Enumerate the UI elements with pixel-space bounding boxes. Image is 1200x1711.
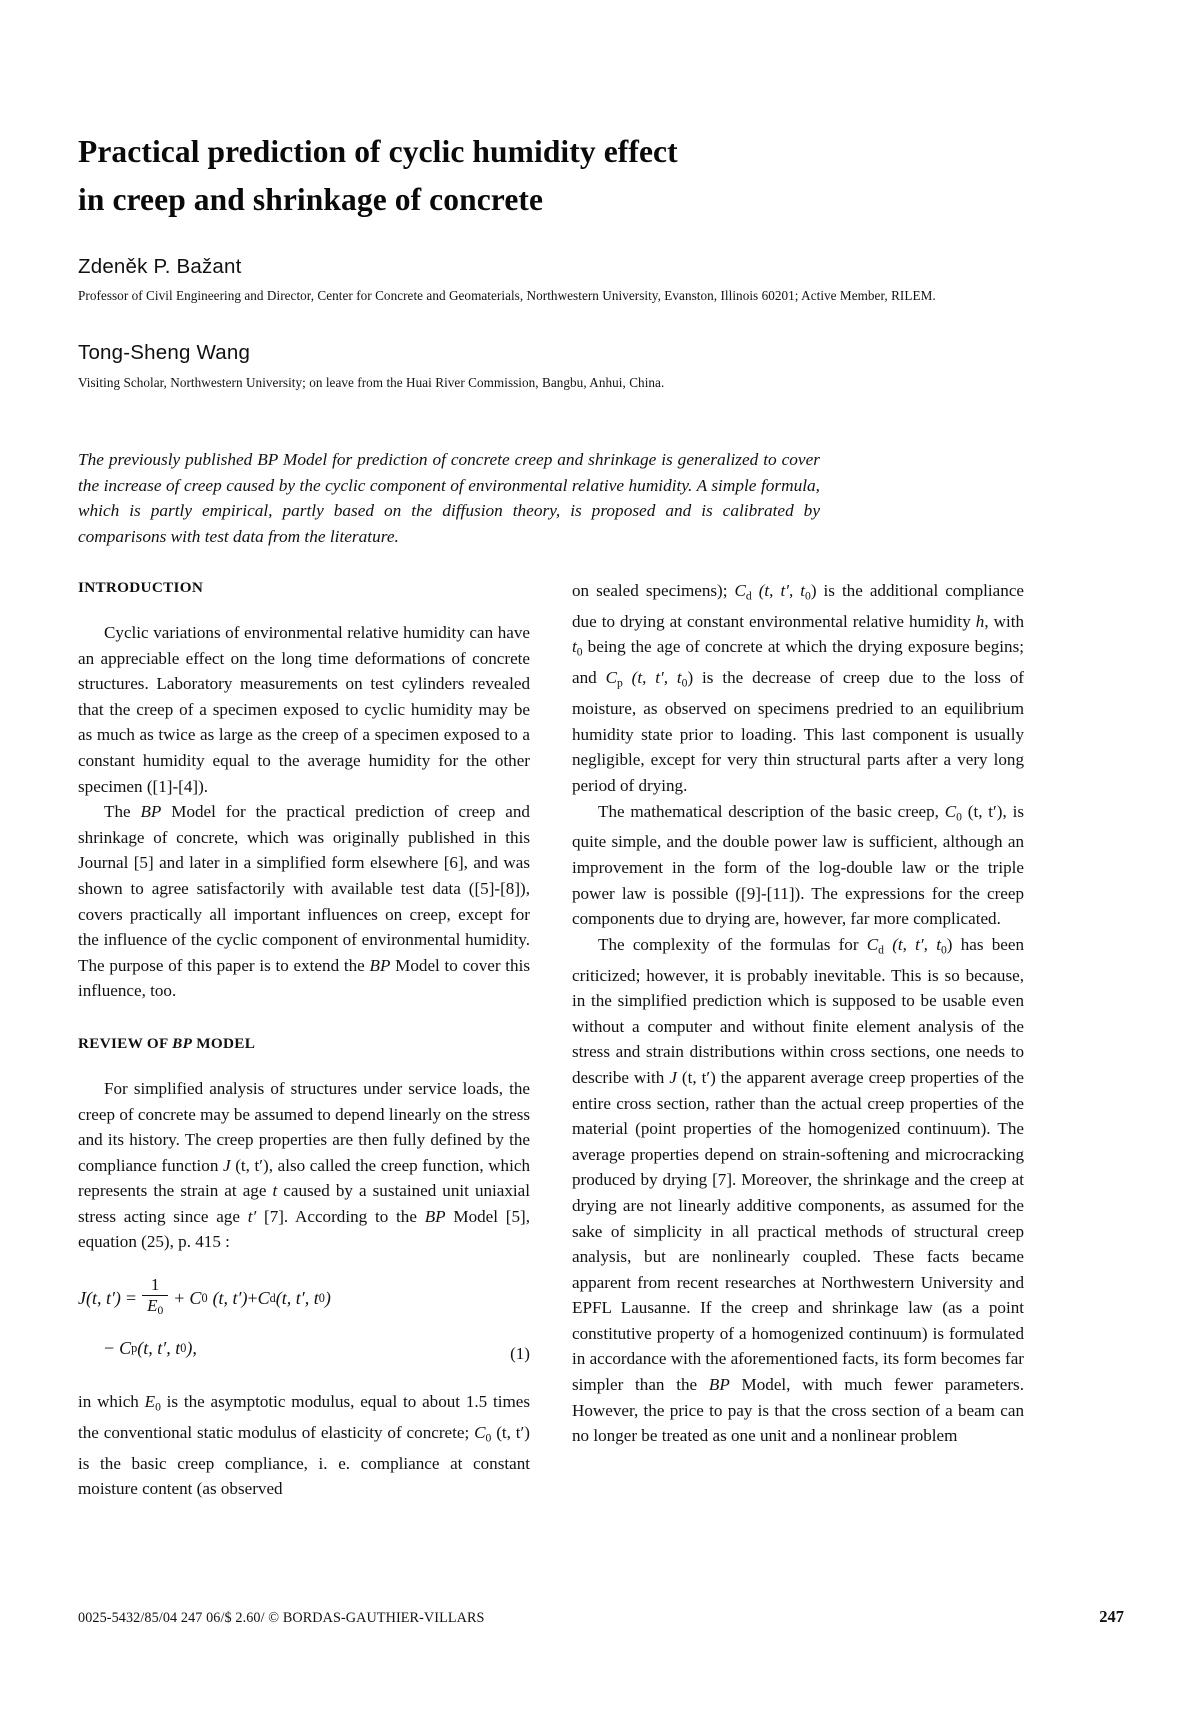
bp-italic: BP	[708, 1375, 730, 1395]
equation-1	[78, 1277, 530, 1369]
text-frag: being the age of concrete at which the drying exposure begins; and	[572, 637, 1024, 688]
eq-frac-denominator	[142, 1295, 168, 1317]
text-frag: caused by a sustained unit uniaxial stress acting since age	[78, 1181, 531, 1226]
math-var-t: t	[572, 637, 577, 657]
paragraph-intro-1: Cyclic variations of environmental relative humidity can have an appreciable effect on the long time deformations of concrete structures. Laboratory measurements on test cylinders revealed that the creep of a specimen exposed to cyclic humidity may be as much as twice as large as the creep of a specimen exposed to a constant humidity equal to the average humidity for the other specimen ([1]-[4]).	[78, 623, 530, 796]
math-sub-0: 0	[681, 676, 688, 690]
eq-C0-sub: 0	[201, 1290, 208, 1305]
math-args: (t, t′, t	[622, 668, 682, 688]
eq-C0-args: (t, t′)	[212, 1287, 248, 1308]
eq-Cd-close: )	[324, 1287, 331, 1308]
math-args: (t, t′, t	[751, 581, 805, 600]
paragraph-right-1	[572, 578, 1024, 799]
text-frag: REVIEW OF	[78, 1034, 173, 1052]
bp-italic: BP	[424, 1206, 446, 1226]
heading-introduction: INTRODUCTION	[78, 579, 204, 596]
eq-lhs-J: J	[78, 1287, 86, 1308]
text-frag: (t, t′) is the basic creep compliance, i. e. compliance at constant moisture content (as observed	[78, 1422, 530, 1499]
author-affiliation-1: Professor of Civil Engineering and Director, Center for Concrete and Geomaterials, Northwestern University, Evanston, Illinois 60201; Active Member, RILEM.	[78, 288, 936, 303]
text-frag: in which	[78, 1392, 145, 1412]
eq-Cd-args: (t, t′, t	[275, 1287, 319, 1308]
math-sub-0: 0	[956, 809, 962, 823]
paragraph-review-1	[78, 1076, 530, 1255]
math-sub-0: 0	[485, 1431, 492, 1445]
text-frag: (t, t′) the apparent average creep properties of the entire cross section, rather than the actual creep properties of the material (point properties of the homogenized continuum). The average properties depend on strain-softening and microcracking produced by drying [7]. Moreover, the shrinkage and the creep at drying are not linearly additive components, as assumed for the sake of simplicity in all practical methods of structural creep analysis, but are nonlinearly coupled. These facts became apparent from recent researches at Northwestern University and EPFL Lausanne. If the creep and shrinkage law (as a point constitutive property of a homogenized continuum) is formulated in accordance with the aforementioned facts, its form becomes far simpler than the	[572, 1067, 1024, 1395]
equation-line-1	[78, 1277, 530, 1318]
text-frag: The	[104, 802, 141, 822]
text-frag: Model for the practical prediction of creep and shrinkage of concrete, which was originally published in this Journal [5] and later in a simplified form elsewhere [6], and was shown to agree satisfactorily with available test data ([5]-[8]), covers practically all important influences on creep, except for the influence of the cyclic component of environmental humidity. The purpose of this paper is to extend the	[78, 802, 530, 975]
text-frag: ) has been criticized; however, it is probably inevitable. This is so because, in the simplified prediction which is supposed to be usable even without a computer and without finite element analysis of the stress and strain distributions within cross sections, one needs to describe with	[572, 934, 1024, 1087]
math-var-Cp: C	[605, 668, 617, 688]
math-sub-0: 0	[155, 1400, 161, 1414]
eq-Cp-sub: p	[131, 1341, 138, 1356]
eq-Cd-sub: d	[269, 1290, 276, 1305]
title-line-2: in creep and shrinkage of concrete	[78, 182, 544, 217]
text-frag: The complexity of the formulas for	[598, 934, 867, 954]
eq-Cp-close: ),	[186, 1338, 197, 1359]
math-sub-0: 0	[805, 589, 811, 603]
math-sub-d: d	[878, 942, 884, 956]
text-frag: is the asymptotic modulus, equal to about 1.5 times the conventional static modulus of elasticity of concrete;	[78, 1392, 530, 1442]
text-frag: The mathematical description of the basic creep,	[598, 801, 945, 821]
text-frag: Model, with much fewer parameters. However, the price to pay is that the cross section of a beam can no longer be treated as one unit and a nonlinear problem	[572, 1375, 1024, 1446]
bp-italic: BP	[172, 1034, 193, 1052]
eq-Cd-base: C	[257, 1287, 270, 1308]
text-frag: , with	[984, 611, 1024, 631]
math-args: (t, t′, t	[883, 934, 941, 954]
eq-Cp-base: C	[119, 1338, 132, 1359]
eq-plus-1: +	[174, 1287, 185, 1308]
eq-E-base: E	[147, 1295, 158, 1315]
paragraph-intro-2	[78, 799, 530, 1004]
author-block-2	[78, 340, 1123, 392]
bp-italic: BP	[369, 955, 391, 975]
math-sub-p: p	[616, 676, 623, 690]
author-affiliation-2: Visiting Scholar, Northwestern University; on leave from the Huai River Commission, Bangbu, Anhui, China.	[78, 375, 665, 390]
bp-italic: BP	[140, 802, 162, 822]
text-frag: Model [5], equation (25), p. 415 :	[78, 1206, 530, 1252]
abstract: The previously published BP Model for prediction of concrete creep and shrinkage is generalized to cover the increase of creep caused by the cyclic component of environmental relative humidity. A simple formula, which is partly empirical, partly based on the diffusion theory, is proposed and is calibrated by comparisons with test data from the literature.	[78, 450, 820, 546]
eq-frac-numerator: 1	[150, 1275, 160, 1295]
eq-fraction-one-over-E0	[142, 1276, 168, 1317]
math-var-C: C	[944, 801, 957, 821]
right-column	[572, 578, 1024, 1449]
paragraph-right-3	[572, 932, 1024, 1449]
paragraph-review-2	[78, 1389, 530, 1502]
math-sub-0: 0	[576, 645, 583, 659]
text-frag: (t, t′), also called the creep function, which represents the strain at age	[78, 1155, 530, 1201]
footer-copyright: 0025-5432/85/04 247 06/$ 2.60/ © BORDAS-GAUTHIER-VILLARS	[78, 1610, 485, 1626]
equation-number: (1)	[510, 1344, 530, 1364]
page-title	[78, 128, 878, 224]
left-column	[78, 578, 530, 1502]
math-var-J: J	[669, 1067, 677, 1087]
author-block-1	[78, 254, 1123, 305]
eq-C0-base: C	[189, 1287, 202, 1308]
eq-equals: =	[125, 1287, 137, 1308]
text-frag: For simplified analysis of structures under service loads, the creep of concrete may be assumed to depend linearly on the stress and its history. The creep properties are then fully defined by the compliance function	[78, 1078, 530, 1175]
math-var-Cd: C	[734, 581, 746, 600]
text-frag: (t, t′), is quite simple, and the double power law is sufficient, although an improvement in the form of the log-double law or the triple power law is possible ([9]-[11]). The expressions for the creep components due to drying are, however, far more complicated.	[572, 801, 1024, 929]
math-var-h: h	[975, 611, 985, 631]
eq-lhs-args: (t, t′)	[86, 1287, 121, 1308]
math-sub-0: 0	[940, 942, 947, 956]
equation-line-2	[104, 1334, 530, 1362]
heading-review-bp-model	[78, 1034, 530, 1054]
footer-page-number: 247	[1099, 1607, 1124, 1626]
eq-E-sub: 0	[157, 1304, 164, 1318]
math-var-J: J	[223, 1155, 231, 1175]
eq-minus: −	[104, 1338, 115, 1359]
math-var-t: t	[272, 1181, 278, 1201]
text-frag: Model to cover this influence, too.	[78, 955, 530, 1001]
paragraph-right-2	[572, 799, 1024, 932]
math-var-t-prime: t′	[247, 1206, 257, 1226]
text-frag: ) is the additional compliance due to drying at constant environmental relative humidity	[572, 581, 1024, 631]
math-var-C: C	[474, 1422, 486, 1442]
eq-plus-2: +	[247, 1287, 258, 1308]
eq-Cp-sub2: 0	[180, 1341, 187, 1356]
author-name-2: Tong-Sheng Wang	[78, 341, 251, 364]
math-sub-d: d	[745, 589, 752, 603]
math-var-Cd: C	[866, 934, 879, 954]
author-name-1: Zdeněk P. Bažant	[78, 255, 242, 278]
text-frag: MODEL	[192, 1034, 256, 1052]
math-var-E: E	[144, 1392, 156, 1412]
text-frag: ) is the decrease of creep due to the loss of moisture, as observed on specimens predried to an equilibrium humidity state prior to loading. This last component is usually negligible, except for very thin structural parts after a very long period of drying.	[572, 668, 1024, 795]
eq-Cd-sub2: 0	[318, 1290, 325, 1305]
text-frag: on sealed specimens);	[572, 581, 735, 600]
text-frag: [7]. According to the	[256, 1206, 425, 1226]
page-footer	[78, 1607, 1124, 1627]
title-line-1: Practical prediction of cyclic humidity effect	[78, 134, 678, 169]
eq-Cp-args: (t, t′, t	[137, 1338, 181, 1359]
